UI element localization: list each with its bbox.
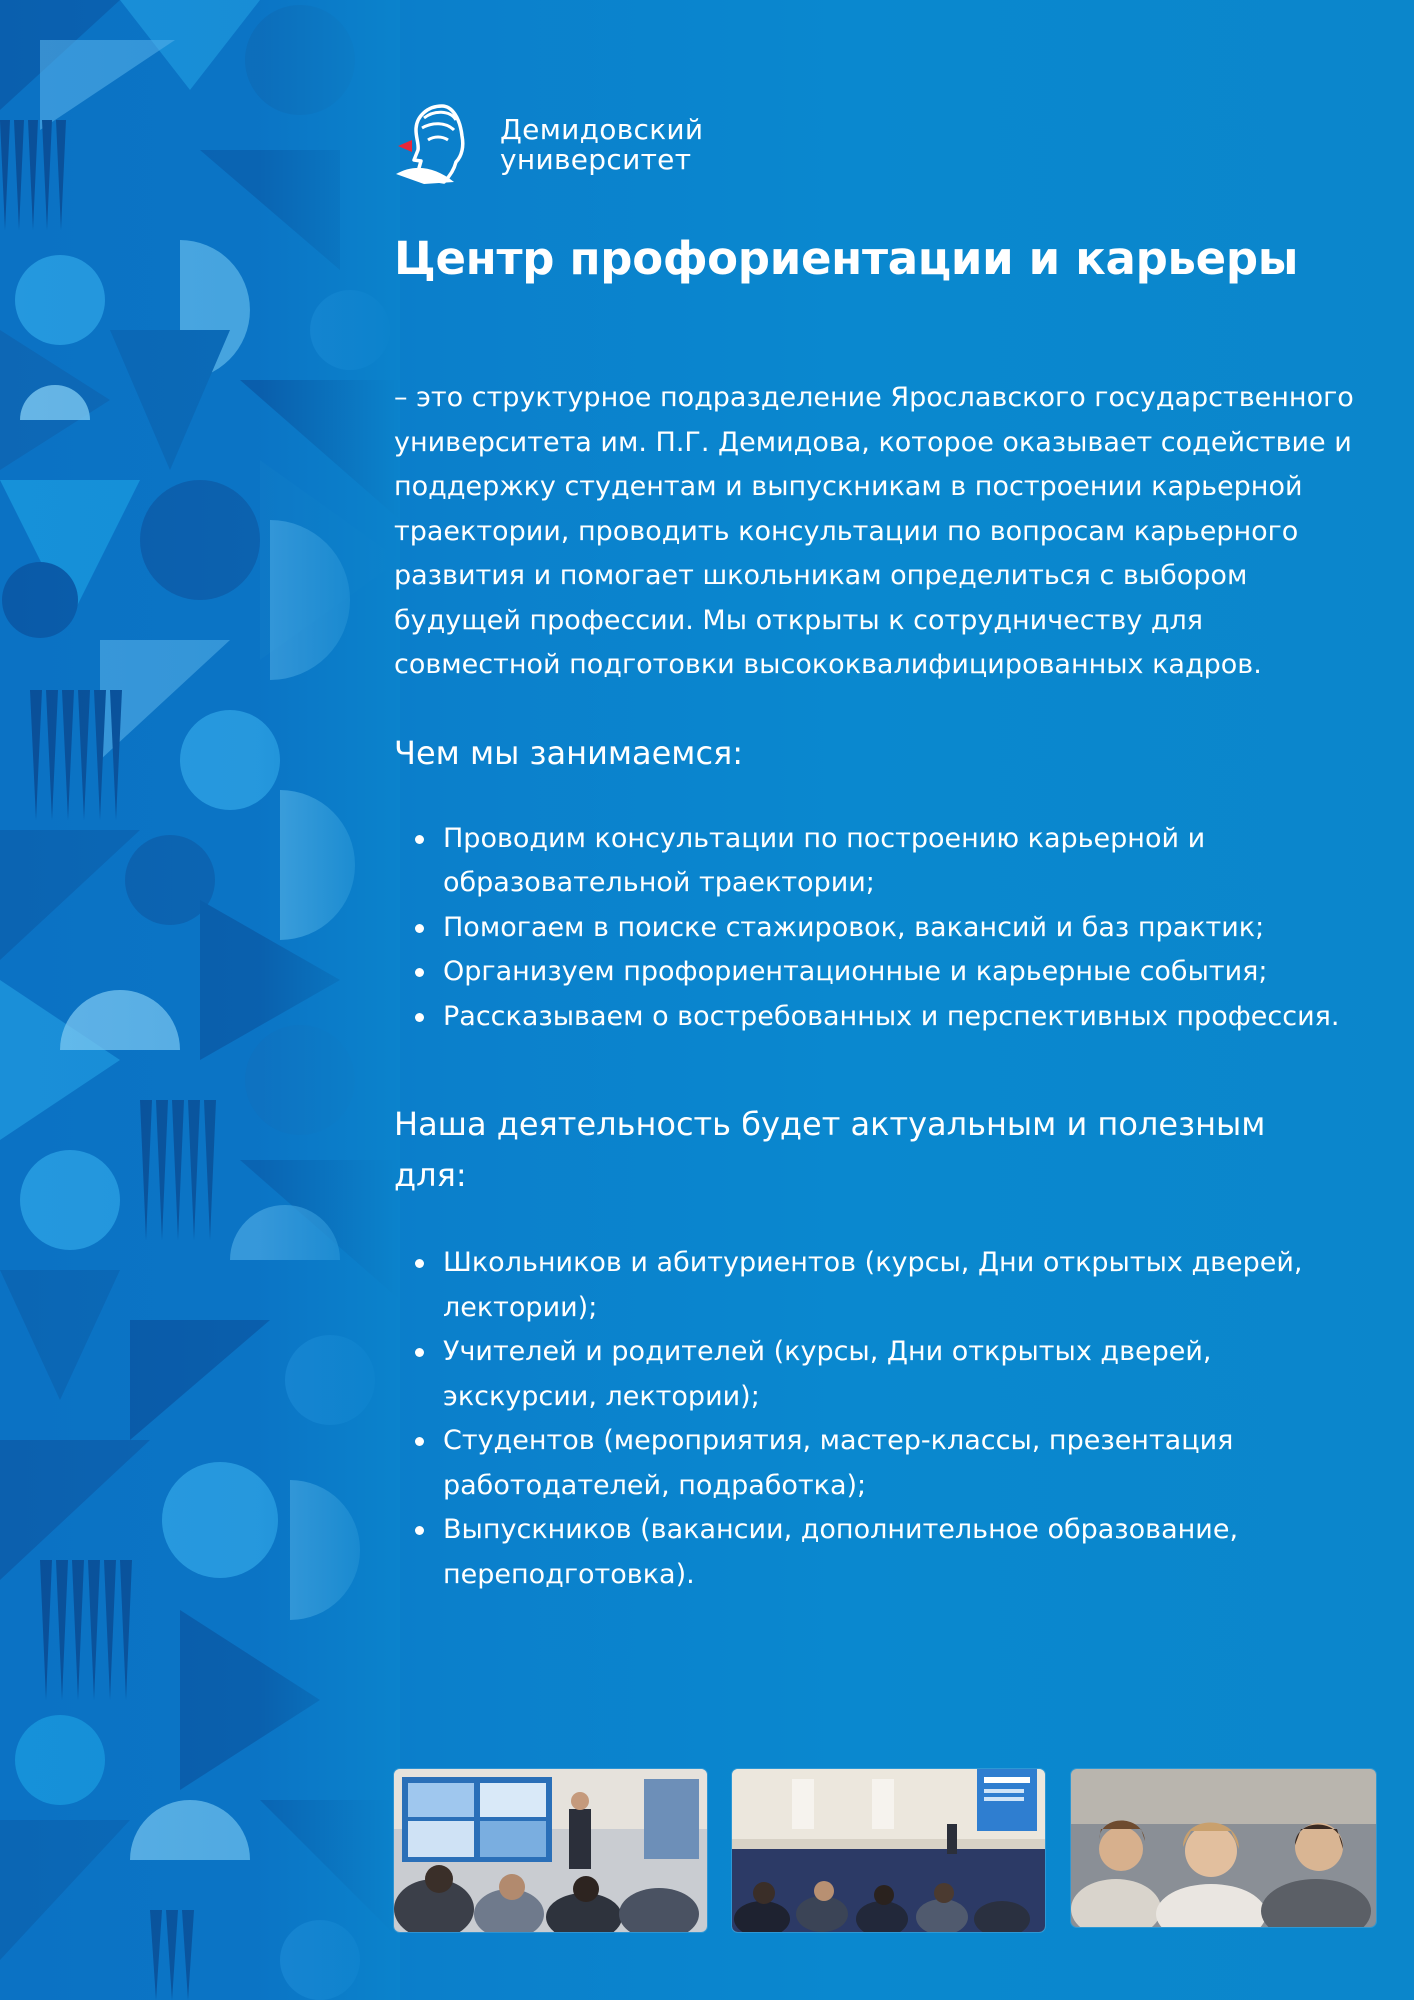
intro-paragraph: – это структурное подразделение Ярославского государственного университета им. П.Г. Демидова, которое оказывает содействие и поддержку студентам и выпускникам в построении карьерной траектории, проводить консультации по вопросам карьерного развития и помогает школьникам определиться с выбором будущей профессии. Мы открыты к сотрудничеству для совместной подготовки высококвалифицированных кадров. [394, 382, 1354, 680]
main-content [394, 100, 1354, 1597]
list-item-text: Рассказываем о востребованных и перспективных профессия. [443, 1000, 1340, 1032]
audience-list [394, 1241, 1354, 1597]
bullet-icon [415, 835, 424, 844]
list-item [394, 950, 1354, 995]
logo-line-1: Демидовский [500, 113, 704, 146]
bullet-icon [415, 1437, 424, 1446]
list-item-text: Выпускников (вакансии, дополнительное образование, переподготовка). [443, 1514, 1239, 1590]
activities-list [394, 817, 1354, 1040]
activities-heading: Чем мы занимаемся: [394, 733, 744, 772]
university-logo [394, 100, 1354, 190]
list-item-text: Школьников и абитуриентов (курсы, Дни открытых дверей, лектории); [443, 1247, 1303, 1323]
list-item [394, 1241, 1354, 1330]
audience-heading: Наша деятельность будет актуальным и полезным для: [394, 1105, 1266, 1194]
list-item [394, 1508, 1354, 1597]
list-item-text: Студентов (мероприятия, мастер-классы, презентация работодателей, подработка); [443, 1425, 1234, 1501]
list-item-text: Проводим консультации по построению карьерной и образовательной траектории; [443, 822, 1206, 898]
list-item [394, 1330, 1354, 1419]
list-item [394, 817, 1354, 906]
photo-presentation-screen [394, 1769, 707, 1932]
bullet-icon [415, 1526, 424, 1535]
list-item [394, 995, 1354, 1040]
photo-strip [394, 1769, 1376, 1935]
bullet-icon [415, 1259, 424, 1268]
photo-lecture-hall [732, 1769, 1045, 1932]
logo-line-2: университет [500, 143, 692, 176]
list-item [394, 1419, 1354, 1508]
bullet-icon [415, 1013, 424, 1022]
list-item-text: Организуем профориентационные и карьерные события; [443, 956, 1268, 987]
list-item [394, 906, 1354, 951]
page-title: Центр профориентации и карьеры [394, 232, 1299, 285]
profile-portrait-icon [394, 100, 486, 190]
photo-students-listening [1071, 1769, 1376, 1927]
bullet-icon [415, 1348, 424, 1357]
bullet-icon [415, 924, 424, 933]
list-item-text: Учителей и родителей (курсы, Дни открытых дверей, экскурсии, лектории); [443, 1336, 1212, 1412]
logo-text [500, 115, 703, 175]
list-item-text: Помогаем в поиске стажировок, вакансий и баз практик; [443, 911, 1265, 943]
bullet-icon [415, 968, 424, 977]
decorative-geometric-pattern [0, 0, 400, 2000]
